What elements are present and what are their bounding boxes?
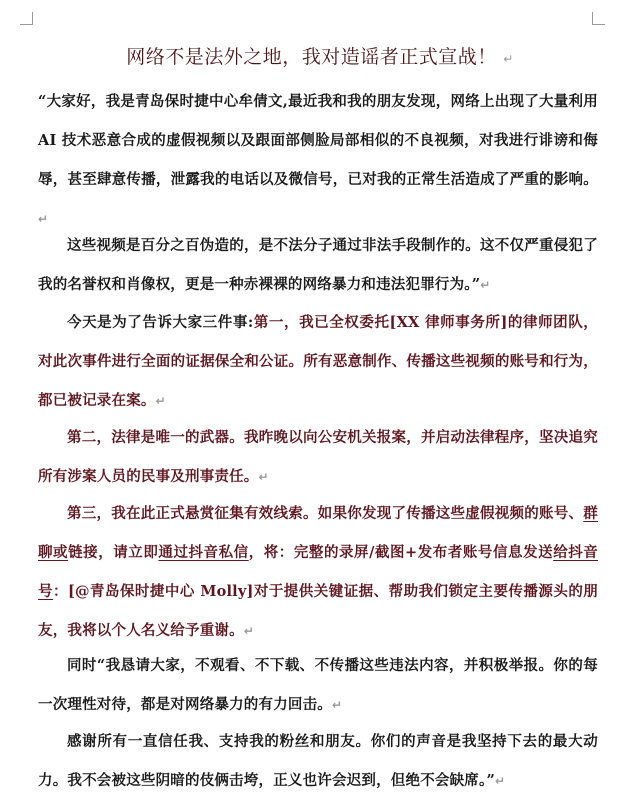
paragraph-lead: 今天是为了告诉大家三件事: <box>67 314 254 331</box>
paragraph-text: ，将：完整的录屏/截图+发布者账号信息发送 <box>248 544 554 561</box>
paragraph-intro[interactable] <box>38 82 598 239</box>
paragraph-text: ：[@青岛保时捷中心 Molly]对于提供关键证据、帮助我们锁定主要传播源头的朋友，我将以个人名义给予重谢。 <box>38 583 598 639</box>
underlined-text: 群聊或 <box>38 505 598 561</box>
paragraph-mark-icon: ↵ <box>480 278 491 292</box>
underlined-text: 通过抖音私信 <box>158 544 249 561</box>
page-corner-mark-top-left <box>20 12 33 25</box>
paragraph-text: 链接，请立即 <box>68 544 159 561</box>
title-text: 网络不是法外之地，我对造谣者正式宣战！ <box>126 46 497 68</box>
paragraph-mark-icon: ↵ <box>258 470 269 484</box>
paragraph-thanks[interactable] <box>38 722 598 801</box>
paragraph-mark-icon: ↵ <box>495 774 506 788</box>
paragraph-mark-icon: ↵ <box>155 394 166 408</box>
document-title[interactable] <box>0 42 640 69</box>
paragraph-first-point[interactable] <box>38 303 598 421</box>
paragraph-text: 同时“我恳请大家，不观看、不下载、不传播这些违法内容，并积极举报。你的每一次理性对待，都是对网络暴力的有力回击。 <box>38 657 598 713</box>
paragraph-forgery[interactable] <box>38 226 598 305</box>
paragraph-text: 这些视频是百分之百伪造的，是不法分子通过非法手段制作的。这不仅严重侵犯了我的名誉权和肖像权，更是一种赤裸裸的网络暴力和违法犯罪行为。” <box>38 237 598 293</box>
paragraph-third-point[interactable] <box>38 494 598 651</box>
paragraph-text: 第三，我在此正式悬赏征集有效线索。如果你发现了传播这些虚假视频的账号、 <box>67 505 584 522</box>
paragraph-text: 第二，法律是唯一的武器。我昨晚以向公安机关报案，并启动法律程序，坚决追究所有涉案人员的民事及刑事责任。 <box>38 429 598 485</box>
paragraph-text: “大家好，我是青岛保时捷中心牟倩文,最近我和我的朋友发现，网络上出现了大量利用 AI 技术恶意合成的虚假视频以及跟面部侧脸局部相似的不良视频，对我进行诽谤和侮辱，甚至肆意传播，泄露我的电话以及微信号，已对我的正常生活造成了严重的影响。 <box>38 93 598 188</box>
underlined-text: 给抖音号 <box>38 544 598 600</box>
paragraph-mark-icon: ↵ <box>503 52 514 66</box>
paragraph-text: 感谢所有一直信任我、支持我的粉丝和朋友。你们的声音是我坚持下去的最大动力。我不会被这些阴暗的伎俩击垮，正义也许会迟到，但绝不会缺席。” <box>38 733 598 789</box>
page-corner-mark-top-right <box>592 12 605 25</box>
paragraph-second-point[interactable] <box>38 418 598 497</box>
paragraph-text: 第一，我已全权委托[XX 律师事务所]的律师团队，对此次事件进行全面的证据保全和公证。所有恶意制作、传播这些视频的账号和行为，都已被记录在案。 <box>38 314 598 409</box>
paragraph-appeal[interactable] <box>38 646 598 725</box>
paragraph-mark-icon: ↵ <box>332 698 343 712</box>
paragraph-mark-icon: ↵ <box>38 212 49 226</box>
paragraph-mark-icon: ↵ <box>243 624 255 638</box>
